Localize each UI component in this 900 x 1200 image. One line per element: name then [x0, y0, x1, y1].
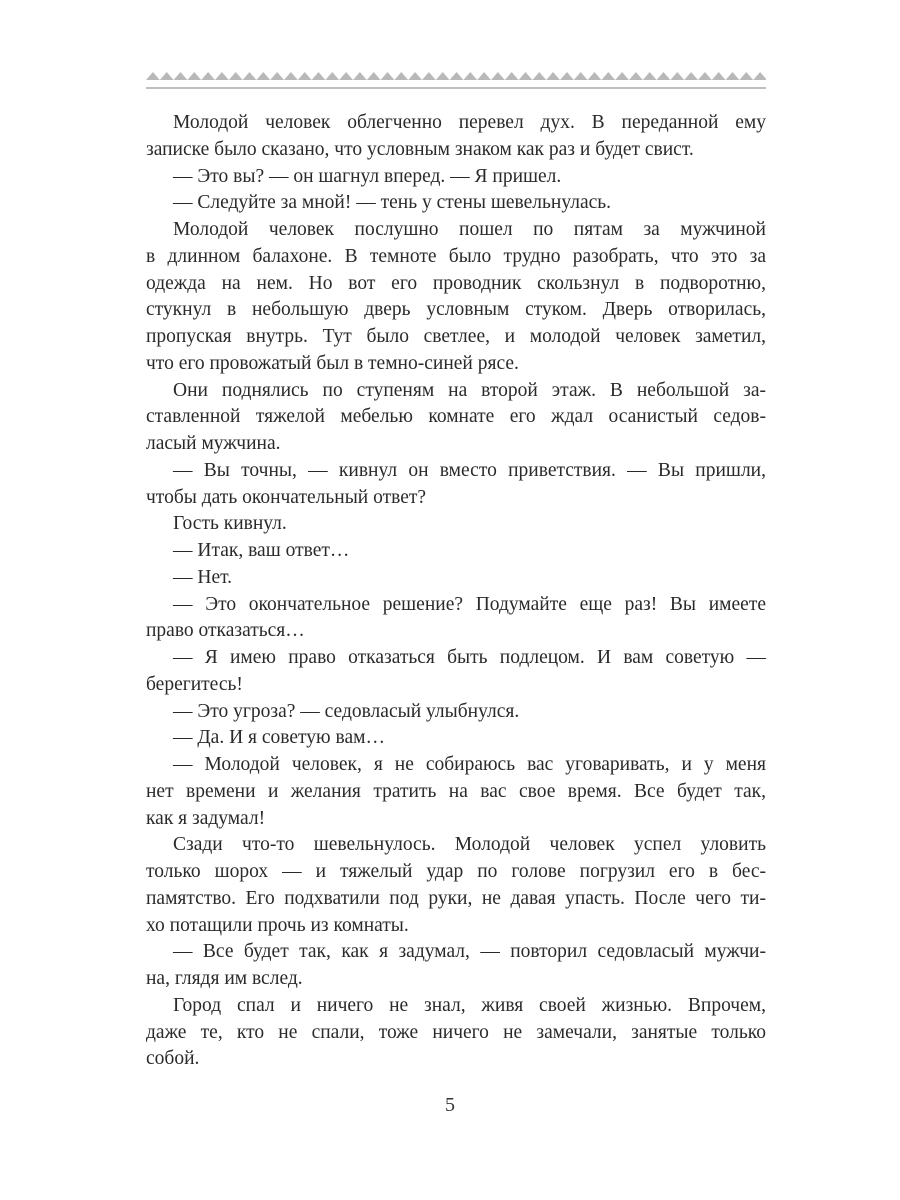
text-line: стукнул в небольшую дверь условным стуком. Дверь отворилась, — [146, 299, 766, 321]
paragraph — [146, 752, 766, 832]
paragraph — [146, 993, 766, 1073]
text-line: Гость кивнул. — [173, 513, 287, 535]
text-line: собой. — [146, 1048, 200, 1070]
text-line: чтобы дать окончательный ответ? — [146, 486, 427, 508]
text-line: только шорох — и тяжелый удар по голове погрузил его в бес- — [146, 861, 766, 882]
paragraph — [146, 458, 766, 512]
paragraph — [146, 538, 766, 565]
paragraph — [146, 939, 766, 993]
text-line: — Вы точны, — кивнул он вместо приветствия. — Вы пришли, — [173, 459, 766, 481]
paragraph — [146, 699, 766, 726]
text-line: записке было сказано, что условным знаком как раз и будет свист. — [146, 138, 694, 160]
text-line: право отказаться… — [146, 620, 305, 642]
text-line: ставленной тяжелой мебелью комнате его ждал осанистый седов- — [146, 406, 766, 428]
paragraph — [146, 725, 766, 752]
text-line: — Молодой человек, я не собираюсь вас уговаривать, и у меня — [173, 754, 766, 775]
text-line: — Это вы? — он шагнул вперед. — Я пришел. — [173, 165, 562, 187]
paragraph — [146, 190, 766, 217]
text-line: Они поднялись по ступеням на второй этаж. В небольшой за- — [173, 379, 766, 401]
text-line: — Следуйте за мной! — тень у стены шевельнулась. — [173, 192, 612, 214]
paragraph — [146, 110, 766, 164]
body-text — [146, 110, 766, 1073]
paragraph — [146, 832, 766, 939]
text-line: на, глядя им вслед. — [146, 968, 303, 989]
paragraph — [146, 645, 766, 699]
text-line: — Все будет так, как я задумал, — повторил седовласый мужчи- — [173, 941, 766, 963]
text-line: в длинном балахоне. В темноте было трудно разобрать, что это за — [146, 245, 766, 267]
text-line: Молодой человек послушно пошел по пятам за мужчиной — [173, 219, 766, 240]
page-number: 5 — [445, 1094, 455, 1116]
header-ornament — [146, 70, 766, 92]
text-line: нет времени и желания тратить на вас свое время. Все будет так, — [146, 780, 766, 802]
paragraph — [146, 217, 766, 378]
text-line: — Это угроза? — седовласый улыбнулся. — [173, 700, 520, 722]
paragraph — [146, 511, 766, 538]
paragraph — [146, 565, 766, 592]
text-line: — Да. И я советую вам… — [173, 727, 385, 749]
text-line: Город спал и ничего не знал, живя своей жизнью. Впрочем, — [173, 994, 766, 1016]
text-line: Сзади что-то шевельнулось. Молодой человек успел уловить — [173, 834, 766, 856]
text-line: — Итак, ваш ответ… — [173, 540, 350, 561]
text-line: как я задумал! — [146, 807, 266, 829]
text-line: памятство. Его подхватили под руки, не давая упасть. После чего ти- — [146, 887, 766, 909]
text-line: даже те, кто не спали, тоже ничего не замечали, занятые только — [146, 1021, 766, 1043]
text-line: хо потащили прочь из комнаты. — [146, 914, 409, 936]
text-line: одежда на нем. Но вот его проводник скользнул в подворотню, — [146, 272, 766, 294]
text-line: берегитесь! — [146, 673, 243, 695]
text-line: Молодой человек облегченно перевел дух. В переданной ему — [173, 112, 766, 133]
text-line: пропуская внутрь. Тут было светлее, и молодой человек заметил, — [146, 326, 766, 347]
text-line: ласый мужчина. — [146, 433, 281, 454]
text-line: что его провожатый был в темно-синей рясе. — [146, 352, 519, 374]
paragraph — [146, 378, 766, 458]
text-line: — Я имею право отказаться быть подлецом. И вам советую — — [173, 647, 766, 668]
paragraph — [146, 164, 766, 191]
paragraph — [146, 592, 766, 646]
text-line: — Это окончательное решение? Подумайте еще раз! Вы имеете — [173, 593, 766, 615]
text-line: — Нет. — [173, 566, 233, 588]
